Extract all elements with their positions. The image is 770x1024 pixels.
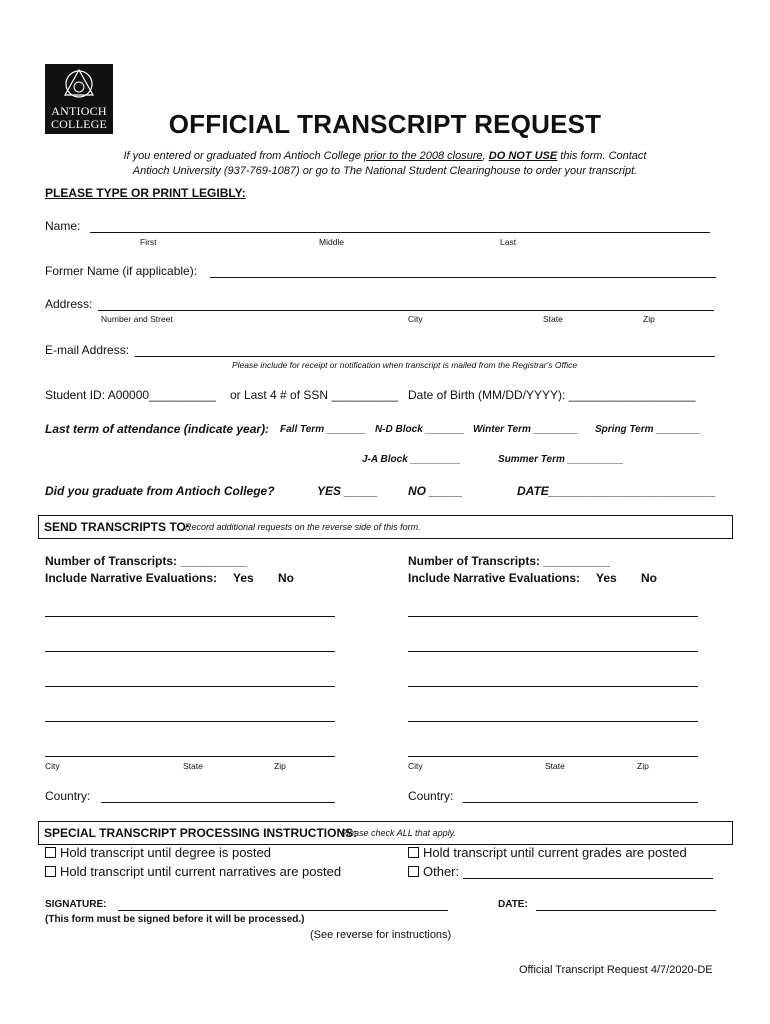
graduate-no-field[interactable]: NO _____ xyxy=(408,484,463,498)
term-nd-field[interactable]: N-D Block _______ xyxy=(375,424,465,435)
recipient-1-line[interactable] xyxy=(45,616,335,617)
recipient-1-zip-caption: Zip xyxy=(274,761,286,771)
student-id-field[interactable]: Student ID: A00000__________ xyxy=(45,388,216,402)
signature-label: SIGNATURE: xyxy=(45,899,107,910)
send-transcripts-note: Record additional requests on the reverse side of this form. xyxy=(185,522,421,532)
name-last-caption: Last xyxy=(500,237,517,247)
term-ja-field[interactable]: J-A Block _________ xyxy=(362,454,461,465)
recipient-1-count[interactable]: Number of Transcripts: __________ xyxy=(45,554,248,568)
recipient-1-line[interactable] xyxy=(45,651,335,652)
email-label: E-mail Address: xyxy=(45,343,130,357)
recipient-2-count[interactable]: Number of Transcripts: __________ xyxy=(408,554,611,568)
send-transcripts-box xyxy=(38,515,733,539)
special-instructions-box xyxy=(38,821,733,845)
recipient-1-line[interactable] xyxy=(45,686,335,687)
ssn-field[interactable]: or Last 4 # of SSN __________ xyxy=(230,388,399,402)
name-first-caption: First xyxy=(140,237,157,247)
recipient-2-zip-caption: Zip xyxy=(637,761,649,771)
term-summer-field[interactable]: Summer Term __________ xyxy=(498,454,624,465)
print-legibly-heading: PLEASE TYPE OR PRINT LEGIBLY: xyxy=(45,186,246,200)
address-field[interactable] xyxy=(98,310,714,311)
address-street-caption: Number and Street xyxy=(101,314,173,324)
recipient-2-line[interactable] xyxy=(408,756,698,757)
recipient-2-state-caption: State xyxy=(545,761,565,771)
last-term-label: Last term of attendance (indicate year): xyxy=(45,422,270,436)
option-other[interactable]: Other: xyxy=(408,864,459,879)
footer-version: Official Transcript Request 4/7/2020-DE xyxy=(519,964,713,976)
graduate-date-field[interactable]: DATE_________________________ xyxy=(517,484,716,498)
recipient-1-line[interactable] xyxy=(45,756,335,757)
email-field[interactable] xyxy=(135,356,715,357)
recipient-1-narrative-no[interactable]: No xyxy=(278,571,294,585)
name-middle-caption: Middle xyxy=(319,237,345,247)
recipient-1-state-caption: State xyxy=(183,761,203,771)
address-city-caption: City xyxy=(408,314,423,324)
recipient-2-narrative-yes[interactable]: Yes xyxy=(596,571,617,585)
intro-line-2: Antioch University (937-769-1087) or go to The National Student Clearinghouse to order your transcript. xyxy=(132,165,638,177)
graduate-yes-field[interactable]: YES _____ xyxy=(317,484,378,498)
recipient-2-line[interactable] xyxy=(408,616,698,617)
recipient-1-city-caption: City xyxy=(45,761,60,771)
checkbox-icon[interactable] xyxy=(45,866,56,877)
former-name-field[interactable] xyxy=(210,277,716,278)
recipient-2-line[interactable] xyxy=(408,686,698,687)
special-instructions-note: Please check ALL that apply. xyxy=(341,828,456,838)
option-other-field[interactable] xyxy=(463,878,713,879)
address-label: Address: xyxy=(45,297,93,311)
logo-line-1: ANTIOCH xyxy=(51,104,107,118)
option-narratives[interactable]: Hold transcript until current narratives are posted xyxy=(45,864,341,879)
graduate-question: Did you graduate from Antioch College? xyxy=(45,484,275,498)
special-instructions-heading: SPECIAL TRANSCRIPT PROCESSING INSTRUCTIONS: xyxy=(44,826,358,840)
recipient-2-narrative-label: Include Narrative Evaluations: xyxy=(408,571,581,585)
logo-line-2: COLLEGE xyxy=(50,117,108,131)
recipient-1-country-field[interactable] xyxy=(101,802,335,803)
signature-field[interactable] xyxy=(118,910,448,911)
term-fall-field[interactable]: Fall Term _______ xyxy=(280,424,366,435)
intro-line-1: If you entered or graduated from Antioch College prior to the 2008 closure, DO NOT USE this form. Contact xyxy=(123,150,647,162)
recipient-2-country-field[interactable] xyxy=(463,802,698,803)
option-grades[interactable]: Hold transcript until current grades are posted xyxy=(408,845,687,860)
address-zip-caption: Zip xyxy=(643,314,655,324)
checkbox-icon[interactable] xyxy=(408,847,419,858)
former-name-label: Former Name (if applicable): xyxy=(45,264,198,278)
see-reverse-note: (See reverse for instructions) xyxy=(310,929,452,941)
recipient-2-line[interactable] xyxy=(408,721,698,722)
option-degree[interactable]: Hold transcript until degree is posted xyxy=(45,845,271,860)
recipient-2-country-label: Country: xyxy=(408,789,454,803)
address-state-caption: State xyxy=(543,314,563,324)
send-transcripts-heading: SEND TRANSCRIPTS TO: xyxy=(44,520,190,534)
recipient-2-line[interactable] xyxy=(408,651,698,652)
recipient-1-narrative-yes[interactable]: Yes xyxy=(233,571,254,585)
signature-date-field[interactable] xyxy=(536,910,716,911)
signature-note: (This form must be signed before it will be processed.) xyxy=(45,914,305,925)
name-label: Name: xyxy=(45,219,81,233)
dob-field[interactable]: Date of Birth (MM/DD/YYYY): ___________________ xyxy=(408,388,696,402)
name-field[interactable] xyxy=(90,232,710,233)
page-title: OFFICIAL TRANSCRIPT REQUEST xyxy=(168,109,602,139)
logo-emblem-icon xyxy=(62,67,96,101)
recipient-2-city-caption: City xyxy=(408,761,423,771)
recipient-2-narrative-no[interactable]: No xyxy=(641,571,657,585)
recipient-1-line[interactable] xyxy=(45,721,335,722)
email-note: Please include for receipt or notification when transcript is mailed from the Registrar's Office xyxy=(232,360,578,370)
term-winter-field[interactable]: Winter Term ________ xyxy=(473,424,579,435)
recipient-1-narrative-label: Include Narrative Evaluations: xyxy=(45,571,218,585)
checkbox-icon[interactable] xyxy=(408,866,419,877)
checkbox-icon[interactable] xyxy=(45,847,56,858)
term-spring-field[interactable]: Spring Term ________ xyxy=(595,424,701,435)
signature-date-label: DATE: xyxy=(498,899,528,910)
recipient-1-country-label: Country: xyxy=(45,789,91,803)
